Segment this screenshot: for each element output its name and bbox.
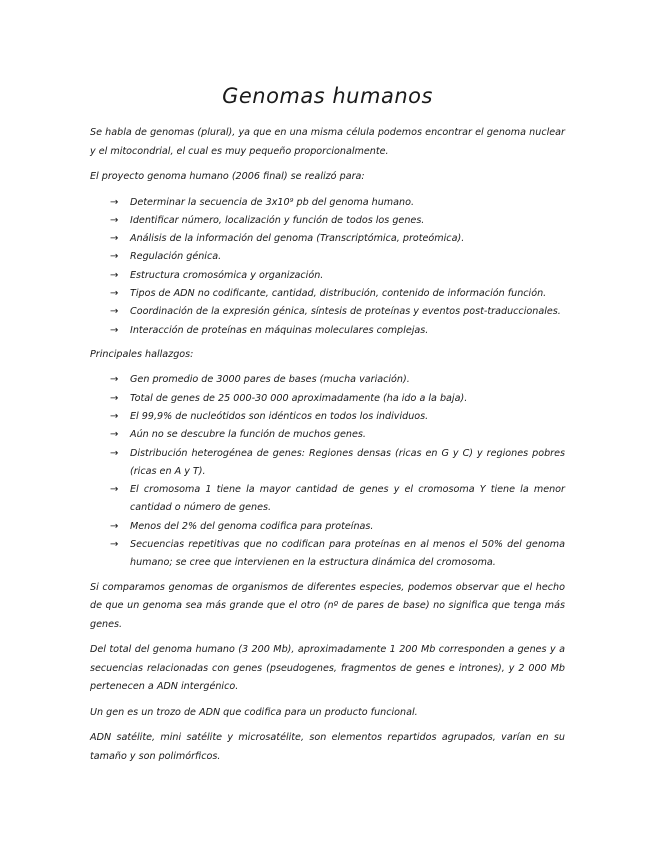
arrow-icon: → xyxy=(110,233,119,245)
project-list xyxy=(90,194,565,340)
list-item xyxy=(90,267,565,285)
list-item-text: Estructura cromosómica y organización. xyxy=(130,269,324,281)
list-item xyxy=(90,248,565,266)
satellite-dna-paragraph: ADN satélite, mini satélite y microsatélite, son elementos repartidos agrupados, varían en su tamaño y son polimórficos. xyxy=(90,732,565,762)
list-item xyxy=(90,426,565,444)
list-item xyxy=(90,230,565,248)
list-item xyxy=(90,194,565,212)
list-item xyxy=(90,481,565,518)
list-item xyxy=(90,390,565,408)
arrow-icon: → xyxy=(110,392,119,404)
list-item-text: Regulación génica. xyxy=(130,251,222,263)
list-item xyxy=(90,212,565,230)
arrow-icon: → xyxy=(110,251,119,263)
list-item-text: Determinar la secuencia de 3x10⁹ pb del genoma humano. xyxy=(130,196,415,208)
list-item-text: Análisis de la información del genoma (Transcriptómica, proteómica). xyxy=(130,233,465,245)
arrow-icon: → xyxy=(110,484,119,496)
arrow-icon: → xyxy=(110,287,119,299)
list-item xyxy=(90,285,565,303)
list-item-text: Coordinación de la expresión génica, síntesis de proteínas y eventos post-traduccionales. xyxy=(130,306,561,318)
list-item-text: El 99,9% de nucleótidos son idénticos en todos los individuos. xyxy=(130,410,429,422)
arrow-icon: → xyxy=(110,410,119,422)
arrow-icon: → xyxy=(110,196,119,208)
list-item xyxy=(90,518,565,536)
list-item-text: Identificar número, localización y función de todos los genes. xyxy=(130,214,425,226)
arrow-icon: → xyxy=(110,214,119,226)
project-intro: El proyecto genoma humano (2006 final) se realizó para: xyxy=(90,171,365,182)
list-item xyxy=(90,322,565,340)
intro-paragraph: Se habla de genomas (plural), ya que en una misma célula podemos encontrar el genoma nuclear y el mitocondrial, el cual es muy pequeño proporcionalmente. xyxy=(90,127,565,157)
compare-paragraph: Si comparamos genomas de organismos de diferentes especies, podemos observar que el hecho de que un genoma sea más grande que el otro (nº de pares de base) no significa que tenga más genes. xyxy=(90,581,565,630)
list-item-text: Distribución heterogénea de genes: Regiones densas (ricas en G y C) y regiones pobres (ricas en A y T). xyxy=(130,447,565,477)
arrow-icon: → xyxy=(110,269,119,281)
list-item-text: Menos del 2% del genoma codifica para proteínas. xyxy=(130,520,374,532)
list-item xyxy=(90,445,565,482)
arrow-icon: → xyxy=(110,520,119,532)
list-item xyxy=(90,536,565,573)
findings-list xyxy=(90,371,565,572)
list-item xyxy=(90,371,565,389)
arrow-icon: → xyxy=(110,324,119,336)
list-item xyxy=(90,303,565,321)
page-title: Genomas humanos xyxy=(222,84,433,108)
arrow-icon: → xyxy=(110,447,119,459)
list-item-text: Secuencias repetitivas que no codifican para proteínas en al menos el 50% del genoma humano; se cree que intervienen en la estructura dinámica del cromosoma. xyxy=(130,539,565,569)
list-item xyxy=(90,408,565,426)
arrow-icon: → xyxy=(110,429,119,441)
list-item-text: Total de genes de 25 000-30 000 aproximadamente (ha ido a la baja). xyxy=(130,392,468,404)
gene-definition-paragraph: Un gen es un trozo de ADN que codifica para un producto funcional. xyxy=(90,706,418,718)
arrow-icon: → xyxy=(110,374,119,386)
list-item-text: Aún no se descubre la función de muchos genes. xyxy=(130,429,366,441)
arrow-icon: → xyxy=(110,539,119,551)
findings-intro: Principales hallazgos: xyxy=(90,348,194,360)
list-item-text: Gen promedio de 3000 pares de bases (mucha variación). xyxy=(130,374,410,386)
list-item-text: Interacción de proteínas en máquinas moleculares complejas. xyxy=(130,324,429,336)
arrow-icon: → xyxy=(110,306,119,318)
list-item-text: El cromosoma 1 tiene la mayor cantidad de genes y el cromosoma Y tiene la menor cantidad o número de genes. xyxy=(130,484,565,514)
total-genome-paragraph: Del total del genoma humano (3 200 Mb), aproximadamente 1 200 Mb corresponden a genes y a secuencias relacionadas con genes (pseudogenes, fragmentos de genes e intrones), y 2 000 Mb pertenecen a ADN intergénico. xyxy=(90,644,565,693)
list-item-text: Tipos de ADN no codificante, cantidad, distribución, contenido de información función. xyxy=(130,287,547,299)
